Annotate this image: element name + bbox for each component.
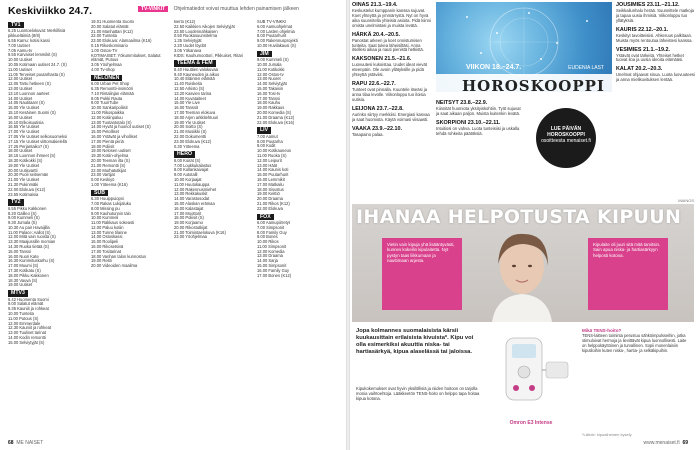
program-listing: 22.00 Elokuva [257,205,283,211]
channel-header: SUB [91,190,108,196]
testimonial-left: Vietin vain kipuja yhä lisääntyvästi, kunnes kokeilin kipulaitetta. Nyt pystyn taas liikkumaan ja nauttimaan arjesta. [382,238,462,310]
website: www.menaiset.fi [643,440,680,446]
horoscope-title-band [436,64,612,98]
program-listing: 9.00 Kummeli (S) [257,57,289,63]
sign-text: Luovuutesi kukoistaa. Uudet ideat vievät eteenpäin. Ole avoin yllätyksille ja pidä yhteyttä ystäviisi. [352,62,427,78]
program-listing: 6.35 Remontti-insinööri [91,85,134,91]
program-listing: 13.00 Tuotantotalo (S) [91,119,132,125]
horoscope-sign [352,126,432,138]
program-listing: 23.00 Yöohjelmaa [174,234,207,240]
horoscope-sign [616,2,696,24]
program-listing: 7.10 Rintalinjan elämää [91,90,134,96]
sign-text: Seikkailunhalu herää. Suunnittele matkoja ja tapaa uusia ihmisiä. Viikonloppu tuo yllätyksiä. [616,8,694,23]
program-listing: 11.00 Kotikokki [257,66,285,72]
program-listing: 21.00 Musiikki (S) [174,129,207,135]
channel-header: MTV3 [8,290,28,296]
day-title: Keskiviikko 24.7. [8,5,93,17]
listing-column-4 [257,20,336,434]
program-listing: 0.00 Keskiyö [91,177,115,183]
program-listing: 8.20 Galileo (S) [8,210,37,216]
program-listing: 9.00 Kauhutunnin talo [91,210,131,216]
program-listing: 6.00 Urban Pet Shop [91,81,130,87]
program-listing: 12.00 Uutiset [8,76,33,82]
program-listing: 9.55 Karvaiset lemmikit (S) [8,52,57,58]
horoscope-sign [352,106,432,123]
program-listing: 3.05 Yökanava [174,47,202,53]
left-folio [8,440,43,446]
program-listing: 1.00 Ostos-TV [91,47,118,53]
badge-title: LUE PÄIVÄN HOROSKOOPPI [547,126,585,138]
channel-header: TV2 [8,199,24,205]
listing-notice [138,6,343,15]
horoscope-section [352,2,694,196]
program-listing: 10.05 Kotimaan uutiset 24.7. (S) [8,61,67,67]
advertorial [352,204,694,442]
program-listing: 22.00 Elokuva (K16) [257,119,295,125]
program-listing: 6.00 Koirat (S) [174,157,201,163]
right-page [350,0,696,450]
advert-photo [352,204,694,322]
program-listing: 13.00 Draama [257,253,283,259]
sign-name: SKORPIONI 23.10.–22.11. [436,119,501,126]
program-listing: 18.00 Poliisit [91,143,115,149]
program-listing: 10.00 Sankaripoliisit [91,105,128,111]
program-listing: 1.35 Selviytyjät [174,38,202,44]
program-listing: 13.30 Maajussille morsian [8,239,56,245]
program-listing: 12.00 Emmerdale [8,320,41,326]
program-listing: 17.30 Kotikatu (S) [8,268,41,274]
program-listing: 6.30 Huuippuiopsi [91,196,124,202]
program-listing: 17.25 Perjantaiko? (S) [8,143,49,149]
program-listing: 20.00 Komedia (S) [257,109,292,115]
program-listing: 11.00 Rikospaikka [91,109,125,115]
program-listing: 23.50 Loodennahkaisen [174,28,218,34]
program-listing: 12.00 Kotiinpaluu [91,114,123,120]
program-listing: 11.00 Simpsonit [257,243,287,249]
program-listing: 20.00 Soitto (S) [174,124,203,130]
channel-header: LIV [257,127,271,133]
program-listing: 12.00 Komedia [257,248,285,254]
program-listing: 7.00 Simpsonit [257,224,285,230]
program-listing: 16.10 Erikoisuutisia [8,119,44,125]
program-listing: 15.00 Simpsonit [257,263,287,269]
program-listing: 16.00 Lemmikit [257,176,285,182]
program-listing: 20.30 Puoli seitsemän [8,172,49,178]
program-listing: 14.00 Uutiset [8,95,33,101]
sign-name: KALAT 20.2.–20.3. [616,66,663,73]
program-listing: 8.00 Puutarhurit [257,33,287,39]
channel-header: JIM [257,51,272,57]
program-listing: 18.30 Vauva (S) [8,277,38,283]
program-listing: 15.00 Petolliset [91,129,119,135]
program-listing: 0.30 Yöteema [174,143,200,149]
program-listing: 6.00 Aamuohjelmat [257,23,293,29]
program-listing: 13.00 Nuoret [257,76,281,82]
program-listing: 23.00 Elokuva: Alamaailma (K16) [91,38,152,44]
program-listing: 22.00 Tunteita [91,33,117,39]
program-listing: 14.00 Kaunis koti [257,167,289,173]
program-listing: 11.00 Huutokauppa [174,181,210,187]
horoscope-column-right [616,2,696,86]
program-listing: 7.00 Aamut [257,133,278,139]
program-listing: 13.00 Uutiset [8,85,33,91]
program-listing: 12.00 Ostos-tv [257,71,284,77]
horoscope-sign [352,56,432,78]
program-listing: 7.00 Rakas Lukijaluku [91,200,132,206]
program-listing: 9.30 Jumala (S) [8,220,37,226]
program-listing: 13.00 Tunne tilanne [91,229,127,235]
testimonial-right: Kipulaite oli juuri sitä mitä tarvitsin. Sain apua niska- ja hartiasärkyyn helposti kotona. [588,238,668,310]
program-listing: 17.05 Yle Uutiset selkosuomeksi [8,133,68,139]
program-listing: 18.00 Kauhu [257,100,281,106]
sign-text: Unelmat ohjaavat sinua. Luota luovuuteesi ja anna mielikuvituksen lentää. [616,72,695,83]
program-listing: 15.00 Yle Live [174,100,200,106]
program-listing: 16.30 Kummituskarhu (S) [8,258,55,264]
tens-info-text: TENS-laitteen toiminta perustuu sähköimpulsseihin, jotka stimuloivat hermoja ja lievittävät kipua luonnollisesti. Laite on helppokäyttöinen ja turvallinen. Sopii monenlaisiin kiputiloihin kuten niska-, hartia- ja selkäkipuihin. [582,333,687,353]
channel-header: TV1 [8,22,24,28]
magazine-name: ME NAISET [16,440,44,446]
program-listing: 16.00 Tosi-tv [257,90,281,96]
program-listing: 8.00 Missing pu [91,205,120,211]
sign-text: Tasapaino palaa. [352,131,384,137]
advert-label: MAINOS [678,198,694,203]
program-listing: 14.00 Hyvät ja huonot uutiset (S) [91,124,151,130]
left-page [0,0,346,450]
horoscope-author: EUDENIA LAST [568,65,604,71]
program-listing: 10.00 Jumala [257,61,282,67]
program-listing: 2.20 Uudet löydöt [174,42,207,48]
program-listing: 16.00 Rikosetsivä [91,244,124,250]
program-listing: 10.00 Huvilakausi (S) [257,42,296,48]
program-listing: KIDS: Kauhumoottori, Pikkuiset, Ritari [174,52,243,58]
program-listing: 9.00 TuuriTube [91,100,119,106]
program-listing: 17.00 Matkailu [257,181,284,187]
program-listing: 17.00 Moottorit [174,210,202,216]
program-listing: 14.00 Sarja [257,258,278,264]
sign-text: Intuitiosi on vahva. Luota tunteisiisi ja uskalla tehdä rohkeita päätöksiä. [436,125,520,136]
sign-name: VAAKA 23.9.–22.10. [352,125,403,132]
program-listing: 17.00 Tositarinat [91,248,121,254]
program-listing: 13.00 Tuuliset tarinat [8,330,47,336]
tv-listing-columns [8,20,340,434]
horoscope-column-mid-2 [526,100,612,196]
program-listing: 7.00 Uutiset [8,42,30,48]
program-listing: 10.40 Eläinten elämää [174,76,215,82]
sign-name: OINAS 21.3.–19.4. [352,2,398,8]
listing-column-1 [8,20,87,434]
right-folio [644,440,688,446]
program-listing: 8.05 Pukki Rauta [91,95,123,101]
device-name: Omron E3 Intense [509,420,553,426]
program-listing: 6.42 Huomenta Suomi [8,296,49,302]
program-listing: 19.30 Kotiin-ohjelma [91,153,129,159]
program-listing: 16.00 Uutiset [8,114,33,120]
horoscope-sign [352,32,432,54]
horoscope-title: HOROSKOOPPI [462,77,605,95]
sign-name: KAKSONEN 21.5.–21.6. [352,56,412,63]
program-listing: 17.00 Pientä piiriä [91,138,124,144]
advert-subtext: Kipukokemukset ovat hyvin yksilöllisiä ja niiden hoitoon on tarjolla monia vaihtoehtoja. Lääkkeetön TENS-hoito on helppo tapa hoitaa kipua kotona. [356,386,480,402]
program-listing: 17.00 Muumi (S) [8,263,39,269]
program-listing: 9.35 Kauniit ja rohkeat [8,306,49,312]
program-listing: 10.00 Rikos [257,239,279,245]
sign-text: Ystävät ovat tärkeitä. Yhteiset hetket tuovat iloa ja uusia ideoita elämääsi. [616,52,684,63]
horoscope-sign [616,47,696,64]
horoscope-sign [436,120,522,137]
program-listing: 19.00 Yle Uutiset [174,119,206,125]
program-listing: 11.00 Putous (S) [8,315,39,321]
program-listing: 15.00 Selviytyjät (S) [8,339,45,345]
program-listing: 14.00 Varastosodat [174,196,210,202]
program-listing: 21.00 Manhattan (K12) [91,28,133,34]
channel-header: HERO [174,151,195,157]
program-listing: 16.55 Yle Uutiset [8,124,40,130]
program-listing: 15.00 Takaisin [257,85,284,91]
horoscope-sign [352,81,432,103]
program-listing: 16.00 Nuori Kate [8,253,39,259]
program-listing: 12.00 Mitä vain ruoista (S) [8,234,56,240]
program-listing: 16.00 Tanssit [174,105,199,111]
program-listing: 10.00 Uutiset [8,57,33,63]
sign-text: Aurinko siirtyy merkkiisi. Energiasi kasvaa ja saat huomiota. Käytä voimasi viisaasti. [352,111,430,122]
sign-text: Kiinnität huomiota yksityiskohtiin. Työt sujuvat ja saat aikaan paljon. Muista kuitenkin levätä. [436,106,521,116]
program-listing: 3.05 Yöohjelmaa [91,62,122,68]
program-listing: 19.00 Uutiset [8,282,33,288]
program-listing: 7.00 Loukkukalastus [174,162,212,168]
program-listing: 9.00 Bones [257,234,278,240]
program-listing: 12.00 Rakennusmiehet [174,186,217,192]
program-listing: 13.20 Kasvien tarina [174,90,212,96]
program-listing: 20.00 Teeman ilta (S) [91,157,130,163]
sign-text: Tunteet ovat pinnalla. Kuuntele itseäsi ja anna tilaa levolle. Viikonloppu tuo iloisia uutisia. [352,87,428,102]
program-listing: 4.00 Tv-shop [91,66,115,72]
channel-header: NELONEN [91,75,122,81]
program-listing: 12.00 Paluu kotiin [91,224,124,230]
program-listing: 13.00 Rekkakuskit [174,191,208,197]
program-listing: 10.00 Kotikauneus [257,148,291,154]
horoscope-sign [436,100,522,117]
program-listing: 20.00 Uutisvartti [8,167,38,173]
listing-column-2 [91,20,170,434]
sign-name: KAURIS 22.12.–20.1. [616,26,669,33]
program-listing: 12.05 Tartu hetkeen (S) [8,81,51,87]
advert-lead: Jopa kolmannes suomalaisista kärsii kuukausittain erilaisista kivuista*. Kipu voi olla esimerkiksi akuuttia niska- tai hartiasärkyä, kipua alaselässä tai jaloissa. [356,328,474,355]
tens-device [486,332,576,424]
sign-name: VESIMIES 21.1.–19.2. [616,46,670,53]
program-listing: 10.00 Tunteita [8,311,34,317]
right-page-number: 69 [682,440,688,446]
program-listing: KOTIMAISET: Yökummitukset, Salatut elämät, Putous [91,52,161,63]
channel-header: FOX [257,214,274,220]
advert-headline: IHANAA HELPOTUSTA KIPUUN [356,206,682,228]
program-listing: 15.00 Alaskan erämaa [174,200,215,206]
program-listing: 10.30 Au pair Havaijilla [8,224,50,230]
program-listing: 12.00 Leipurit [257,157,282,163]
program-listing: 9.00 Autotalli [174,172,198,178]
program-listing: 11.00 Rakkaus sokeasti [91,220,135,226]
program-listing: 20.00 Salatut elämät [91,23,129,29]
program-listing: kierto (K12) [174,20,196,24]
program-listing: 12.50 Arkisto (S) [174,85,205,91]
program-listing: 21.00 Remontti (S) [91,162,126,168]
program-listing: 6.25 Luontoelokuvat: Merkillisiä pikkueläimiä (8/8) [8,28,66,39]
program-listing: 14.30 Ruoka tietää (S) [8,244,49,250]
program-listing: 10.00 Kummeli [91,215,119,221]
program-listing: 16.00 Family Guy [257,267,290,273]
program-listing: 22.50 Kaikkien Aikojen Selviytyjät [174,23,235,29]
channel-header: TEEMA & FEM [174,60,216,66]
tens-info-box [582,328,692,353]
program-listing: 22.00 Murhatutkijat [91,167,126,173]
program-listing: 9.40 Kauneuden ja aikoo [174,71,220,77]
program-listing: 19.00 Nelosen uutiset [91,148,131,154]
horoscope-sign [616,27,696,44]
program-listing: 23.00 Elokuva (K12) [174,138,212,144]
horoscope-sign [616,66,696,83]
program-listing: 17.00 Yle Uutiset [8,129,40,135]
sign-name: NEITSYT 23.8.–22.9. [436,100,488,106]
program-listing: 18.00 Uutiset [8,148,33,154]
program-listing: 20.00 Videoiden maailma [91,263,138,269]
program-listing: 8.00 Family Guy [257,229,287,235]
program-listing: 9.00 Rakennusprojekti [257,38,298,44]
program-listing: 8.40 Huuttien valokuvaa [174,66,218,72]
program-listing: 18.30 Kotikokki (S) [8,157,43,163]
program-listing: 17.15 Yle Uutiset viittomakielellä [8,138,67,144]
program-listing: 14.00 Selviytyjät [257,81,287,87]
program-listing: 21.00 Yle Uutiset [8,177,40,183]
program-listing: 21.00 Rikos (K12) [257,200,290,206]
program-listing: 19.00 Yle Uutiset [8,162,40,168]
program-listing: 11.40 Roiskeita [174,81,202,87]
program-listing: 22.00 Elokuva (K12) [8,186,46,192]
horoscope-week: VIIKON 18.–24.7. [466,64,522,71]
tv-tip-tag: TV-VINKIT [138,6,168,12]
program-listing: SUB TV-VINKKI [257,20,287,24]
sign-name: HÄRKÄ 20.4.–20.5. [352,31,400,38]
horoscope-column-left [352,2,432,141]
program-listing: 20.00 Rikostutkijat [174,224,208,230]
program-listing: 6.55 Pikku Kakkonen [8,205,47,211]
program-listing: 14.00 Kuvataiteet [174,95,206,101]
listing-column-3 [174,20,253,434]
horoscope-center-body [436,100,612,196]
sign-name: JOUSIMIES 23.11.–21.12. [616,2,680,8]
program-listing: 23.55 Kotimaisia [8,191,39,197]
program-listing: 11.00 Palace: Aallot (S) [8,229,51,235]
program-listing: 1.00 Yöteema (K16) [91,181,128,187]
horoscope-column-mid [436,100,522,196]
program-listing: 0.15 Rikoskomisario [91,42,128,48]
program-listing: 17.00 Bones (K12) [257,272,292,278]
program-listing: 20.00 Draama [257,196,283,202]
program-listing: 18.15 Luonnon ihmeet (S) [8,153,56,159]
program-listing: 0.50 Ruokasuunnitelma [174,33,218,39]
program-listing: 11.00 Uutiset [8,66,32,72]
program-listing: 19.00 Korjaamo [174,220,203,226]
program-listing: 19.00 Keittiö [257,191,280,197]
program-listing: 18.00 Arjen arkkitehtuuri [174,114,219,120]
program-listing: 18.00 Vanhan talon kunnostus [91,253,147,259]
program-listing: 10.00 Korjaajat [174,176,202,182]
advert-body [352,328,694,442]
program-listing: 21.00 Toimintaelokuva (K16) [174,229,226,235]
program-listing: 18.00 Pikku Kakkonen [8,272,49,278]
program-listing: 19.01 Huomenta Suomi [91,20,135,24]
program-listing: 13.00 Häät [257,162,278,168]
program-listing: 22.00 Dokumentti [174,133,207,139]
program-listing: 9.00 Kodit [257,143,276,149]
sign-name: RAPU 22.6.–22.7. [352,81,396,88]
program-listing: 15.00 Tanssi [8,248,31,254]
program-listing: 14.05 Nautitaan! (S) [8,100,45,106]
program-listing: 11.00 Ruoka (S) [257,152,287,158]
program-listing: 18.00 Sisustus [257,186,284,192]
listing-notice-text: Ohjelmatiedot voivat muuttua lehden painamisen jälkeen [173,6,299,12]
program-listing: 9.00 Kummeli (S) [8,215,40,221]
program-listing: 7.00 Lasten ohjelmia [257,28,295,34]
program-listing: 6.00 Aamupiirretyt [257,219,290,225]
sign-text: Panostat arkeen ja koet onnistumisen tunteita. Saat tukea läheisiltäsi. Anna itsellesi aikaa ja nauti pienistä hetkistä. [352,37,424,53]
program-listing: 7.05 Aamu-tv [8,47,33,53]
program-listing: 15.00 Yle Uutiset [8,105,40,111]
advert-footnote: *Lähde: kipuaiheinen kysely [582,432,632,437]
daily-horoscope-badge[interactable] [536,108,596,168]
program-listing: 14.00 Kodin remontti [8,335,46,341]
program-listing: 6.55 Kamu: kotisi kassi [8,38,50,43]
program-listing: 15.00 Puutarhurit [257,172,289,178]
badge-sub: osoitteesta menaiset.fi [541,138,591,144]
program-listing: 21.00 Draama (K12) [257,114,295,120]
program-listing: 16.00 Ystävät ja viholliset [91,133,138,139]
woman-portrait-icon [472,226,572,322]
program-listing: 12.30 Kauniit ja rohkeat [8,325,52,331]
program-listing: 13.10 Luonnon aarteet [8,90,50,96]
program-listing: 21.30 Pukinmäki [8,181,39,187]
program-listing: 17.00 Teeman elokuva [174,109,216,115]
left-page-number: 68 [8,440,14,446]
program-listing: 8.00 Kullankaivajat [174,167,209,173]
program-listing: 18.00 Poliisit (S) [174,215,204,221]
program-listing: 16.00 Kalastajat [174,205,204,211]
tens-info-title: Mikä TENS-hoito? [582,328,622,333]
program-listing: 11.05 Terveiset puutarhasta (S) [8,71,65,77]
sign-text: Keskityt tavoitteisiisi. Ahkeruus palkitaan. Muista myös rentoutua läheistesi kanssa. [616,32,693,43]
program-listing: 14.00 Ostoskassi [91,234,123,240]
program-listing: 9.00 Salatut elämät [8,301,44,307]
program-listing: 15.10 Kesäinen Suomi (S) [8,109,56,115]
sign-name: LEIJONA 23.7.–22.8. [352,105,404,112]
program-listing: 8.00 Puutarha [257,138,283,144]
program-listing: 19.00 Reitti [91,258,112,264]
program-listing: 23.00 Vartijat [91,172,115,178]
sign-text: Keskustelut kumppanin kanssa sujuvat. Koet yhteyttä ja ymmärrystä. Nyt on hyvä aika suunnitella yhteisiä asioita. Pidä kiinni omista unelmistasi ja muista levätä. [352,8,431,28]
horoscope-sign [352,2,432,29]
program-listing: 19.00 Rakkaus [257,105,285,111]
tens-device-icon [486,332,576,416]
program-listing: 17.00 Tanssi [257,95,280,101]
program-listing: 15.00 Roolipeli [91,239,119,245]
